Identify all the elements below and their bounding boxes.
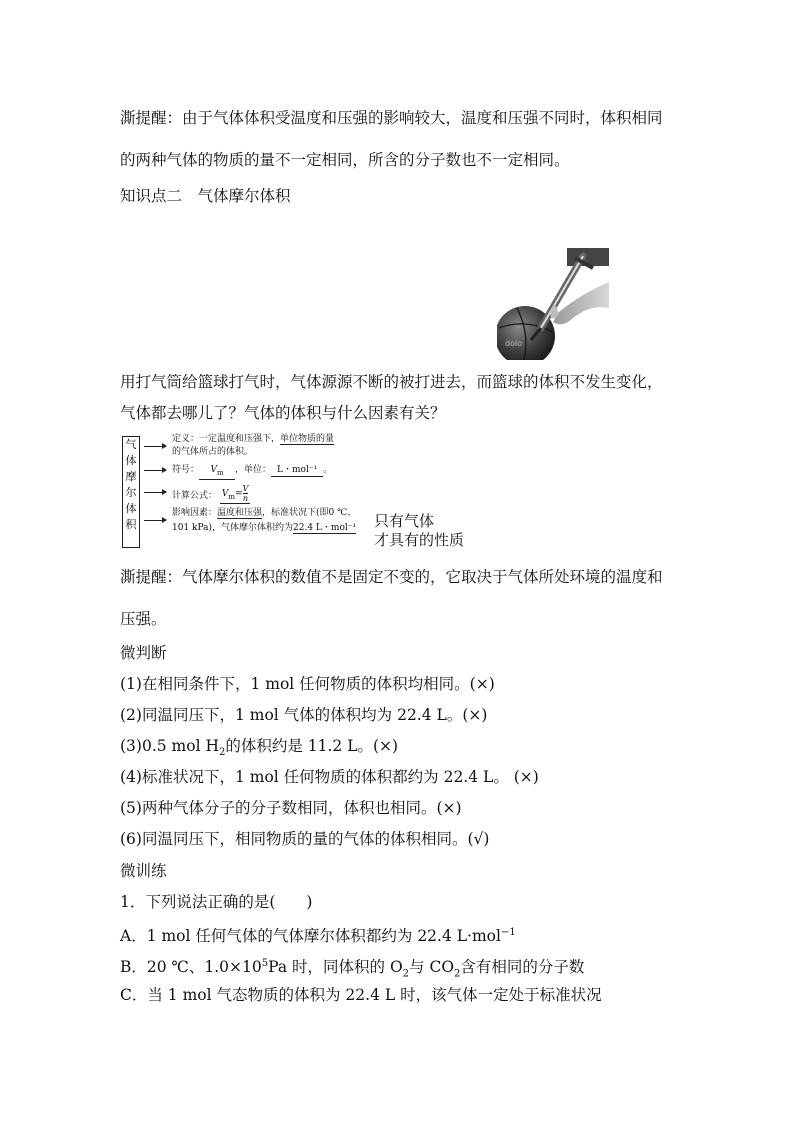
factor-line1: [172, 508, 356, 519]
definition-text: 定义：一定温度和压强下，: [172, 434, 281, 444]
basketball-pump-photo: [497, 248, 609, 360]
factor-label: 影响因素：: [172, 508, 218, 518]
factor-line2: [172, 523, 356, 534]
arrow-icon: [144, 470, 166, 471]
note1-line1: [120, 108, 663, 128]
judge-item: (4)标准状况下，1 mol 任何物质的体积都约为 22.4 L。 (×): [120, 768, 539, 786]
arrow-icon: [144, 446, 166, 447]
factor-underlined: 温度和压强: [217, 508, 263, 518]
option-a-sup: −1: [500, 927, 516, 938]
question-line2: 气体都去哪儿了？气体的体积与什么因素有关？: [120, 404, 446, 422]
title-char: 尔: [125, 486, 137, 499]
definition-underlined: 单位物质的量: [280, 434, 335, 444]
formula-lhs-sub: m: [228, 492, 236, 501]
option-b-part: 含有相同的分子数: [460, 958, 585, 977]
note2-line2: 压强。: [120, 610, 167, 628]
symbol-line: [172, 465, 332, 480]
factor-value: 22.4 L・mol⁻¹: [293, 523, 357, 533]
option-a-text: A．1 mol 任何气体的气体摩尔体积都约为 22.4 L·mol: [120, 927, 501, 946]
judge-item: (1)在相同条件下，1 mol 任何物质的体积均相同。(×): [120, 675, 495, 693]
judge-item3-sub: 2: [218, 747, 226, 759]
question-line1: 用打气筒给篮球打气时，气体源源不断的被打进去，而篮球的体积不发生变化，: [120, 373, 663, 391]
section-title: 知识点二 气体摩尔体积: [120, 187, 291, 205]
note2-text-a: 气体摩尔体积的数值不是固定不变的，它取决于气体所处环境的温度和: [182, 568, 663, 586]
unit-value: L・mol⁻¹: [271, 465, 323, 477]
note2-line1: [120, 567, 663, 587]
title-char: 体: [125, 454, 137, 467]
callout-line1: 只有气体: [374, 512, 435, 530]
judge-item: (6)同温同压下，相同物质的量的气体的体积相同。(√): [120, 830, 490, 848]
option-b-part: B．20 ℃、1.0×10: [120, 958, 262, 977]
arrow-icon: [144, 520, 166, 521]
formula-box: [220, 484, 250, 504]
formula-label: 计算公式：: [172, 491, 218, 501]
formula-den: n: [242, 494, 249, 503]
definition-line1: [172, 434, 334, 445]
unit-end: 。: [323, 465, 333, 475]
symbol-sub: m: [216, 468, 224, 477]
note1-line2: 的两种气体的物质的量不一定相同，所含的分子数也不一定相同。: [120, 151, 570, 169]
symbol-label: 符号：: [172, 465, 200, 475]
option-b-sub: 2: [402, 968, 410, 980]
judge-title: 微判断: [120, 644, 167, 662]
title-char: 积: [125, 518, 137, 531]
option-c: C．当 1 mol 气态物质的体积为 22.4 L 时，该气体一定处于标准状况: [120, 986, 602, 1004]
svg-text:dolo: dolo: [505, 339, 523, 348]
formula-eq: =: [235, 489, 243, 499]
judge-item3-a: (3)0.5 mol H: [120, 737, 219, 755]
practice-question: 1．下列说法正确的是( ): [120, 893, 313, 911]
symbol-v: V: [210, 465, 217, 475]
symbol-value: [199, 465, 235, 480]
option-b-sup: 5: [261, 958, 269, 969]
callout-line2: 才具有的性质: [374, 531, 465, 549]
judge-item: (2)同温同压下，1 mol 气体的体积均为 22.4 L。(×): [120, 706, 488, 724]
note2-label: 澌提醒：: [120, 568, 183, 586]
formula-num: V: [242, 484, 249, 493]
concept-diagram: [120, 432, 480, 550]
judge-item: (5)两种气体分子的分子数相同，体积也相同。(×): [120, 799, 462, 817]
option-b-part: Pa 时，同体积的 O: [268, 958, 403, 977]
factor-rest: ，标准状况下(即0 ℃、: [262, 508, 357, 518]
title-char: 摩: [125, 470, 137, 483]
factor-text: 101 kPa)，气体摩尔体积约为: [172, 523, 294, 533]
note1-label: 澌提醒：: [120, 109, 183, 127]
formula-lhs: V: [221, 489, 229, 499]
arrow-icon: [144, 492, 166, 493]
option-b: [120, 954, 584, 984]
judge-item: [120, 736, 398, 763]
title-char: 体: [125, 502, 137, 515]
formula-line: [172, 486, 250, 506]
practice-title: 微训练: [120, 862, 167, 880]
option-a: [120, 923, 516, 946]
option-b-part: 与 CO: [409, 958, 455, 977]
option-b-sub: 2: [454, 968, 461, 980]
judge-item3-b: 的体积约是 11.2 L。(×): [225, 737, 399, 755]
diagram-vertical-title: [122, 436, 140, 548]
formula-fraction: [243, 484, 249, 503]
definition-line2: 的气体所占的体积。: [172, 447, 254, 457]
note1-text-a: 由于气体体积受温度和压强的影响较大，温度和压强不同时，体积相同: [182, 109, 663, 127]
title-char: 气: [125, 438, 137, 451]
unit-label: ，单位：: [235, 465, 272, 475]
